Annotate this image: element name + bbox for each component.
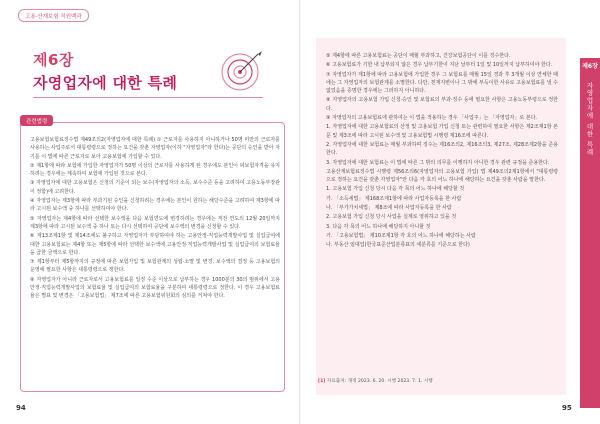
- running-head: 고용·산재보험 직원백과: [18, 9, 89, 22]
- page-number-right: 95: [562, 404, 572, 412]
- law-paragraph: ④ 자영업자는 제3항에 따라 부과기된 승인을 신청하려는 경우에는 본인이 원하는 해당수준을 고려하여 제3항에 따라 고시된 보수액 중 하나를 선택하여야 한다.: [30, 198, 280, 213]
- decree-item: 나. 「부가가치세법」 제8조에 따라 사업자등록을 한 사람: [326, 205, 452, 212]
- law-paragraph: ② 제1항에 따라 보험에 가입한 자영업자가 50명 이상의 근로자를 사용하게 된 경우에도 본인이 피보험자격을 유지하려는 경우에는 계속하여 보험에 가입된 것으로 본다.: [30, 162, 280, 178]
- decree-heading: 고용산재보험료징수법 시행령 제56조의6(자영업자의 고용보험 가입) 법 제49조의2제1항에서 "대통령령으로 정하는 요건을 갖춘 자영업자"란 다음 각 호의 어느 하나에 해당하는 요건을 갖춘 사람을 말한다.: [326, 168, 558, 184]
- book-gutter: [299, 0, 301, 424]
- decree-item: 1. 고용보험 가입 신청 당시 다음 각 목의 어느 하나에 해당할 것: [326, 186, 465, 193]
- title-divider: [33, 97, 263, 98]
- decree-item: 3. 다음 각 목의 어느 하나에 해당하지 아니할 것: [326, 223, 431, 230]
- panel-paragraph: 1. 자영업자에 대한 고용보험료의 산정 및 고용보험 가입 신청 또는 관련하여 필요한 사항은 제2조제1항 본문 및 제3조에 따라 고시된 보수액 및 고용보험법 시행령 제16조에 따른다.: [326, 124, 558, 139]
- decree-item: 가. 「소득세법」 제168조제1항에 따라 사업자등록을 한 사람: [326, 195, 462, 202]
- chapter-label: 제6장: [33, 51, 74, 69]
- law-paragraph: ⑧ 자영업자가 아니라 근로자로서 고용보험료를 일정 수준 이상으로 납부하는 경우 1000분의 30의 범위에서 고용안정·직업능력개발사업의 보험료율 및 실업급여의 보험료율을 구분하여 대통령령으로 정한다. 이 경우 고용보험료율은 별표 및 변경은 「고용보험법」 제7조에 따른 고용보험위원회의 심의를 거쳐야 한다.: [30, 276, 280, 300]
- law-paragraph: ③ 자영업자에 대한 고용보험은 신청의 기준이 되는 보수(자영업자의 소득, 보수수준 등을 고려하여 고용노동부장관이 정함)에 고려한다.: [30, 180, 280, 195]
- panel-paragraph: ⑨ 자영업자의 고용보험료에 관하여는 이 법을 적용하는 경우 「사업주」는 「자영업자」로 본다.: [326, 115, 538, 122]
- footnote: [318, 378, 433, 384]
- decree-item: 2. 고용보험 가입 신청 당시 사업을 실제로 영위하고 있을 것: [326, 214, 457, 221]
- panel-paragraph: 2. 자영업자에 대한 보험료는 매월 부과하며 징수는 제16조의2, 제16조의3, 제27조, 제28조제2항을 준용한다.: [326, 141, 558, 157]
- panel-paragraph: ⑥ 고용보험료가 기한 내 납부되지 않은 경우 납부기한이 지난 날부터 1일 및 10일까지 납부하여야 한다.: [326, 62, 553, 69]
- panel-paragraph: 3. 자영업자에 대한 보험료는 이 법에 따른 그 밖의 의무를 이행하지 아니한 경우 관련 규정을 준용한다.: [326, 159, 550, 166]
- law-paragraph: ⑦ 제1항부터 제5항까지의 규정에 따른 보험가입 및 보험관계의 성립·소멸 및 변경, 보수액의 결정 등 고용보험의 운영에 필요한 사항은 대통령령으로 정한다.: [30, 259, 280, 274]
- page-number-left: 94: [16, 404, 26, 412]
- law-paragraph: ⑤ 자영업자는 제4항에 따라 선택한 보수액을 다음 보험연도에 변경하려는 경우에는 직전 연도의 12월 20일까지 제3항에 따라 고시된 보수액 중 하나 또는 다시 선택하여 공단에 보수액의 변경을 신청할 수 있다.: [30, 215, 280, 230]
- law-paragraph: 고용보험보험료징수법 제49조의2(자영업자에 대한 특례) ① 근로자를 사용하지 아니하거나 50명 미만의 근로자를 사용하는 사업주로서 대통령령으로 정하는 요건을 갖춘 자영업자(이하 "자영업자"라 한다)는 공단의 승인을 받아 자기를 이 법에 따른 근로자로 보아 고용보험에 가입할 수 있다.: [30, 137, 280, 160]
- footnote-mark: [1]: [318, 379, 326, 384]
- chapter-side-tab: 제6장: [582, 63, 598, 70]
- chapter-title: 자영업자에 대한 특례: [33, 74, 178, 92]
- decree-item: 나. 부동산 임대업(한국표준산업분류표의 세분류를 기준으로 한다): [326, 242, 470, 249]
- decree-item: 가. 「고용보험법」 제10조제1항 각 호의 어느 하나에 해당하는 사람: [326, 232, 476, 239]
- panel-paragraph: ⑧ 자영업자의 고용보험 가입 신청·승인 및 보험료의 부과·징수 등에 필요한 사항은 고용노동부령으로 정한다.: [326, 97, 558, 112]
- law-paragraph: ⑥ 제13조제1항 및 제14조에도 불구하고 자영업자가 부담하여야 하는 고용안정·직업능력개발사업 및 실업급여에 대한 고용보험료는 제4항 또는 제5항에 따라 선택한 보수액에 고용안정·직업능력개발사업 및 실업급여의 보험료율을 곱한 금액으로 한다.: [30, 233, 280, 256]
- target-icon: [218, 48, 264, 94]
- law-panel-text: [326, 52, 558, 251]
- panel-paragraph: ⑦ 자영업자가 제1항에 따라 고용보험에 가입한 경우 그 보험료를 매월 15일 경과 후 3개월 이상 연체한 때에는 그 자영업자의 보험관계를 소멸한다. 다만, 천재지변이나 그 밖에 부득이한 사유로 고용보험료를 낼 수 없었음을 증명한 경우에는 그러하지 아니하다.: [326, 71, 558, 95]
- footnote-text: 자료출처: 개정 2023. 6. 20. 시행 2023. 7. 1. 시행: [326, 379, 433, 384]
- related-law-text: [30, 136, 280, 302]
- panel-paragraph: ⑤ 제4항에 따른 고용보험료는 공단이 매월 부과하고, 건강보험공단이 이를 징수한다.: [326, 53, 511, 59]
- related-law-tab: 관련법령: [20, 115, 53, 126]
- chapter-side-title: 자영업자에 대한 특례: [585, 82, 594, 156]
